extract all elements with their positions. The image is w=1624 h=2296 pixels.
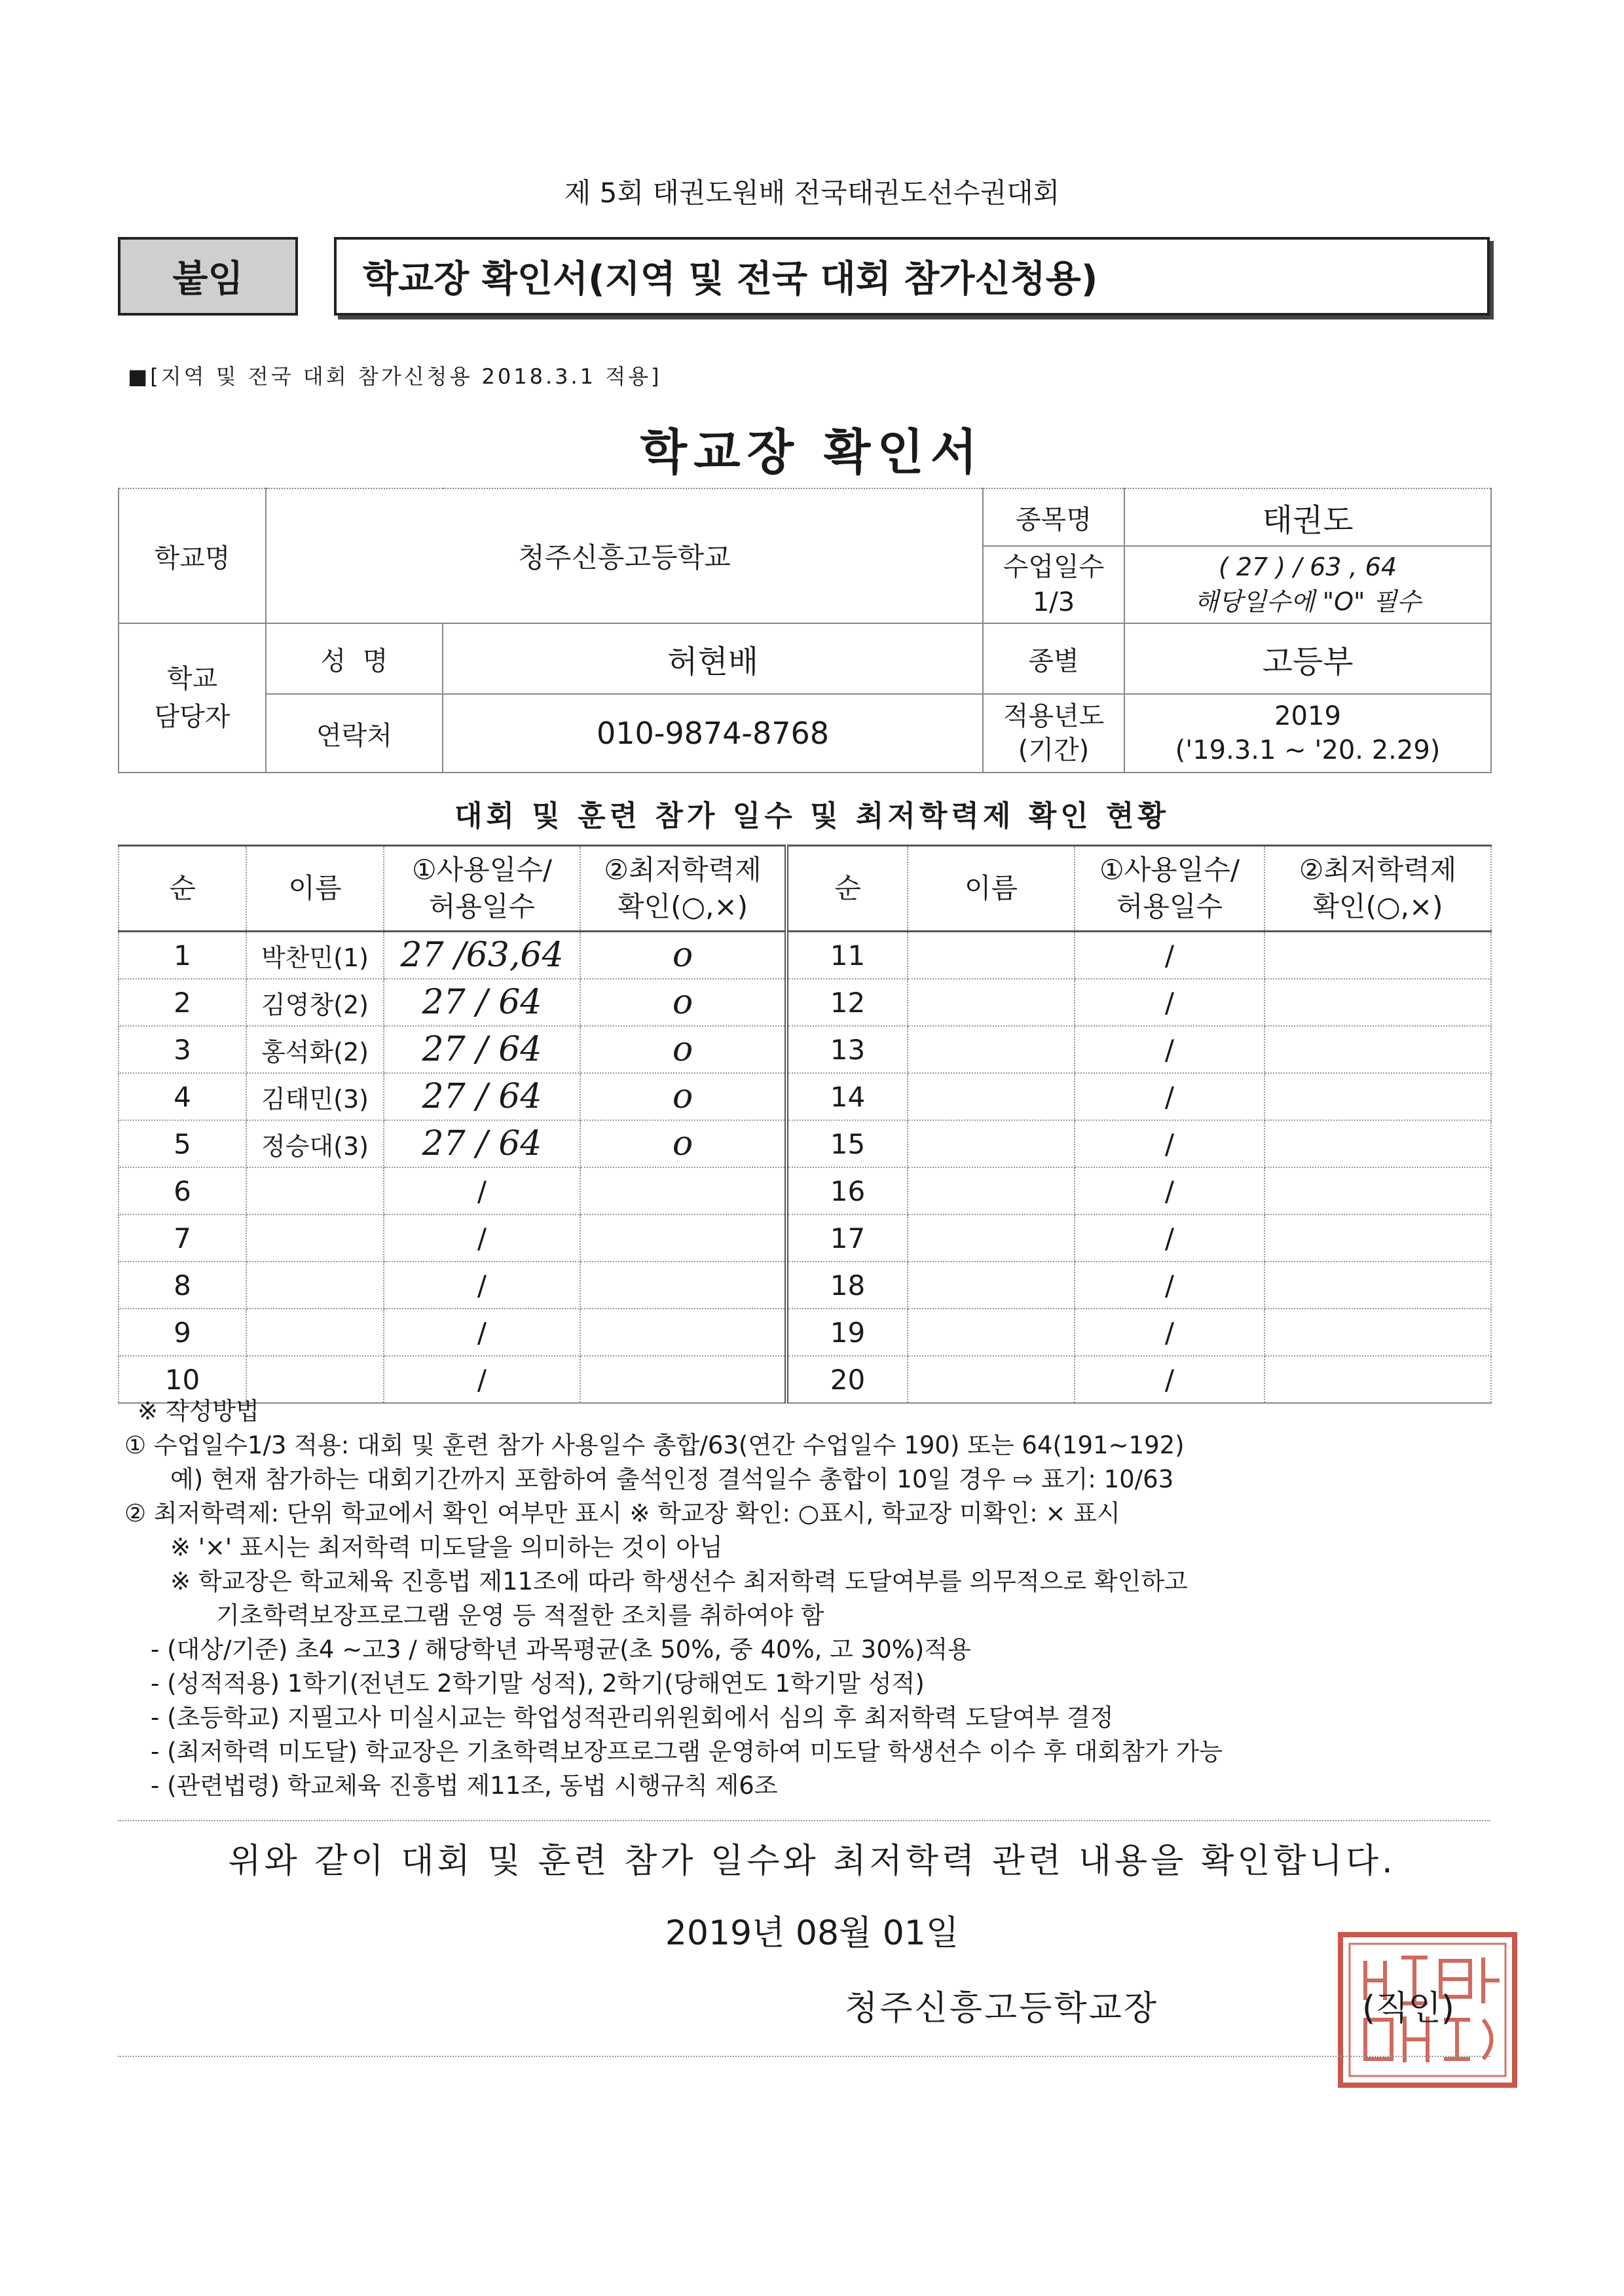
row-no: 6 [119, 1167, 246, 1214]
confirmation-date: 2019년 08월 01일 [665, 1914, 959, 1953]
header-no-2: 순 [786, 846, 908, 932]
writing-method-notes [124, 1394, 1500, 1803]
row-name: 김태민(3) [246, 1073, 384, 1120]
school-name-label: 학교명 [119, 488, 266, 623]
class-days-label-line1: 수업일수 [1003, 552, 1105, 582]
row-days-2: / [1075, 932, 1264, 979]
row-no-2: 15 [786, 1120, 908, 1167]
row-no-2: 17 [786, 1214, 908, 1262]
row-no: 5 [119, 1120, 246, 1167]
method-line: 기초학력보장프로그램 운영 등 적절한 조치를 취하여야 함 [216, 1601, 824, 1630]
contact-label: 연락처 [266, 694, 443, 773]
row-no-2: 11 [786, 932, 908, 979]
seal-label: (직인) [1362, 1989, 1455, 2028]
row-name-2 [908, 1073, 1075, 1120]
row-name-2 [908, 1167, 1075, 1214]
staff-label [119, 623, 266, 773]
class-days-note: 해당일수에 "O" 필수 [1194, 587, 1421, 616]
row-days-2: / [1075, 1120, 1264, 1167]
row-check-2 [1264, 1073, 1491, 1120]
table-row [119, 1309, 1491, 1356]
header-days-line2: 허용일수 [428, 890, 536, 922]
row-no: 1 [119, 932, 246, 979]
header-days-line1: ①사용일수/ [411, 854, 553, 886]
row-check: o [580, 932, 786, 979]
row-name: 김영창(2) [246, 979, 384, 1026]
row-days-2: / [1075, 1026, 1264, 1073]
row-name-2 [908, 1214, 1075, 1262]
divider [118, 1820, 1490, 1821]
header-check [580, 846, 786, 932]
header-check-2 [1264, 846, 1491, 932]
row-no-2: 19 [786, 1309, 908, 1356]
row-check-2 [1264, 1120, 1491, 1167]
method-line: - (초등학교) 지필고사 미실시교는 학업성적관리위원회에서 심의 후 최저학력 도달여부 결정 [151, 1704, 1114, 1732]
division-label: 종별 [983, 623, 1124, 694]
row-no-2: 14 [786, 1073, 908, 1120]
contact-value: 010-9874-8768 [443, 694, 983, 773]
row-no: 3 [119, 1026, 246, 1073]
header-check-2-line1: ②최저학력제 [1299, 854, 1457, 886]
class-days-label-line2: 1/3 [1032, 587, 1075, 617]
row-no: 8 [119, 1262, 246, 1309]
apply-period: ('19.3.1 ~ '20. 2.29) [1175, 735, 1441, 765]
sport-label: 종목명 [983, 488, 1124, 546]
row-check [580, 1214, 786, 1262]
row-check-2 [1264, 1214, 1491, 1262]
row-name-2 [908, 1120, 1075, 1167]
row-days: 27 / 64 [384, 1073, 580, 1120]
school-info-table [118, 488, 1492, 773]
sport-value: 태권도 [1124, 488, 1491, 546]
class-days-label [983, 546, 1124, 623]
row-days-2: / [1075, 1262, 1264, 1309]
table-row [119, 1120, 1491, 1167]
apply-year-label [983, 694, 1124, 773]
row-name-2 [908, 1262, 1075, 1309]
method-line: ※ 학교장은 학교체육 진흥법 제11조에 따라 학생선수 최저학력 도달여부를 의무적으로 확인하고 [170, 1567, 1188, 1595]
row-name [246, 1309, 384, 1356]
row-days: / [384, 1167, 580, 1214]
row-check: o [580, 1073, 786, 1120]
header-check-2-line2: 확인(○,×) [1312, 890, 1443, 922]
method-line: - (최저학력 미도달) 학교장은 기초학력보장프로그램 운영하여 미도달 학생선수 이수 후 대회참가 가능 [151, 1738, 1223, 1766]
row-check-2 [1264, 1262, 1491, 1309]
division-value: 고등부 [1124, 623, 1491, 694]
staff-name-label: 성 명 [266, 623, 443, 694]
school-name-value: 청주신흥고등학교 [266, 488, 983, 623]
row-days: 27 / 64 [384, 1120, 580, 1167]
row-check-2 [1264, 1026, 1491, 1073]
row-days: 27 / 64 [384, 979, 580, 1026]
row-check-2 [1264, 1309, 1491, 1356]
header-no: 순 [119, 846, 246, 932]
header-days-2 [1075, 846, 1264, 932]
table-row [119, 1026, 1491, 1073]
row-days-2: / [1075, 1073, 1264, 1120]
row-days-2: / [1075, 979, 1264, 1026]
apply-year-label-line1: 적용년도 [1003, 701, 1105, 731]
row-check-2 [1264, 979, 1491, 1026]
divider [118, 2056, 1490, 2057]
row-no-2: 13 [786, 1026, 908, 1073]
row-check [580, 1309, 786, 1356]
header-name-2: 이름 [908, 846, 1075, 932]
row-check [580, 1262, 786, 1309]
class-days-value [1124, 546, 1491, 623]
row-no: 10 [119, 1356, 246, 1403]
row-name-2 [908, 1309, 1075, 1356]
row-name: 정승대(3) [246, 1120, 384, 1167]
principal-title: 청주신흥고등학교장 [845, 1989, 1159, 2028]
header-days-2-line2: 허용일수 [1116, 890, 1223, 922]
method-line: ① 수업일수1/3 적용: 대회 및 훈련 참가 사용일수 총합/63(연간 수업일수 190) 또는 64(191~192) [124, 1431, 1185, 1459]
method-heading: ※ 작성방법 [138, 1397, 259, 1425]
document-heading: 학교장 확인서(지역 및 전국 대회 참가신청용) [334, 237, 1490, 316]
row-name: 홍석화(2) [246, 1026, 384, 1073]
row-check: o [580, 979, 786, 1026]
table-row [119, 979, 1491, 1026]
row-check: o [580, 1120, 786, 1167]
row-name-2 [908, 1026, 1075, 1073]
header-name: 이름 [246, 846, 384, 932]
staff-label-line1: 학교 [166, 664, 218, 694]
row-no: 4 [119, 1073, 246, 1120]
table-row [119, 1214, 1491, 1262]
row-days: / [384, 1262, 580, 1309]
attachment-label: 붙임 [118, 237, 298, 316]
row-no-2: 16 [786, 1167, 908, 1214]
row-days: / [384, 1214, 580, 1262]
row-name [246, 1214, 384, 1262]
row-check-2 [1264, 932, 1491, 979]
method-line: - (관련법령) 학교체육 진흥법 제11조, 동법 시행규칙 제6조 [151, 1772, 778, 1800]
roster-table [118, 845, 1492, 1404]
row-days-2: / [1075, 1356, 1264, 1403]
table-row [119, 1262, 1491, 1309]
row-no: 7 [119, 1214, 246, 1262]
header-check-line1: ②최저학력제 [604, 854, 762, 886]
row-check-2 [1264, 1167, 1491, 1214]
row-days: / [384, 1356, 580, 1403]
apply-year: 2019 [1274, 701, 1341, 731]
row-days-2: / [1075, 1214, 1264, 1262]
confirmation-text: 위와 같이 대회 및 훈련 참가 일수와 최저학력 관련 내용을 확인합니다. [228, 1842, 1396, 1881]
table-row [119, 932, 1491, 979]
row-no-2: 20 [786, 1356, 908, 1403]
table-row [119, 1167, 1491, 1214]
method-line: - (대상/기준) 초4 ~고3 / 해당학년 과목평균(초 50%, 중 40%, 고 30%)적용 [151, 1635, 971, 1664]
staff-label-line2: 담당자 [154, 702, 231, 732]
row-no-2: 18 [786, 1262, 908, 1309]
event-title: 제 5회 태권도원배 전국태권도선수권대회 [564, 177, 1060, 209]
status-heading: 대회 및 훈련 참가 일수 및 최저학력제 확인 현황 [454, 799, 1170, 833]
row-name [246, 1262, 384, 1309]
row-no-2: 12 [786, 979, 908, 1026]
method-line: - (성적적용) 1학기(전년도 2학기말 성적), 2학기(당해연도 1학기말 성적) [151, 1669, 925, 1698]
row-check [580, 1167, 786, 1214]
row-days: 27 /63,64 [384, 932, 580, 979]
class-days-handwritten: ( 27 ) / 63 , 64 [1218, 552, 1397, 581]
header-check-line2: 확인(○,×) [617, 890, 748, 922]
apply-year-label-line2: (기간) [1018, 735, 1090, 765]
row-days-2: / [1075, 1309, 1264, 1356]
row-name [246, 1167, 384, 1214]
apply-year-value [1124, 694, 1491, 773]
staff-name-value: 허현배 [443, 623, 983, 694]
row-check: o [580, 1026, 786, 1073]
row-name-2 [908, 932, 1075, 979]
row-days: / [384, 1309, 580, 1356]
method-line: ② 최저학력제: 단위 학교에서 확인 여부만 표시 ※ 학교장 확인: ○표시, 학교장 미확인: × 표시 [124, 1499, 1120, 1527]
method-line: ※ '×' 표시는 최저학력 미도달을 의미하는 것이 아님 [170, 1533, 723, 1561]
row-name: 박찬민(1) [246, 932, 384, 979]
application-note: ■[지역 및 전국 대회 참가신청용 2018.3.1 적용] [128, 364, 662, 389]
header-days [384, 846, 580, 932]
row-days-2: / [1075, 1167, 1264, 1214]
method-line: 예) 현재 참가하는 대회기간까지 포함하여 출석인정 결석일수 총합이 10일 경우 ⇨ 표기: 10/63 [170, 1465, 1174, 1493]
row-no: 2 [119, 979, 246, 1026]
row-name-2 [908, 979, 1075, 1026]
row-days: 27 / 64 [384, 1026, 580, 1073]
page-title: 학교장 확인서 [640, 424, 984, 481]
roster-header-row [119, 846, 1491, 932]
table-row [119, 1073, 1491, 1120]
header-days-2-line1: ①사용일수/ [1099, 854, 1240, 886]
row-no: 9 [119, 1309, 246, 1356]
